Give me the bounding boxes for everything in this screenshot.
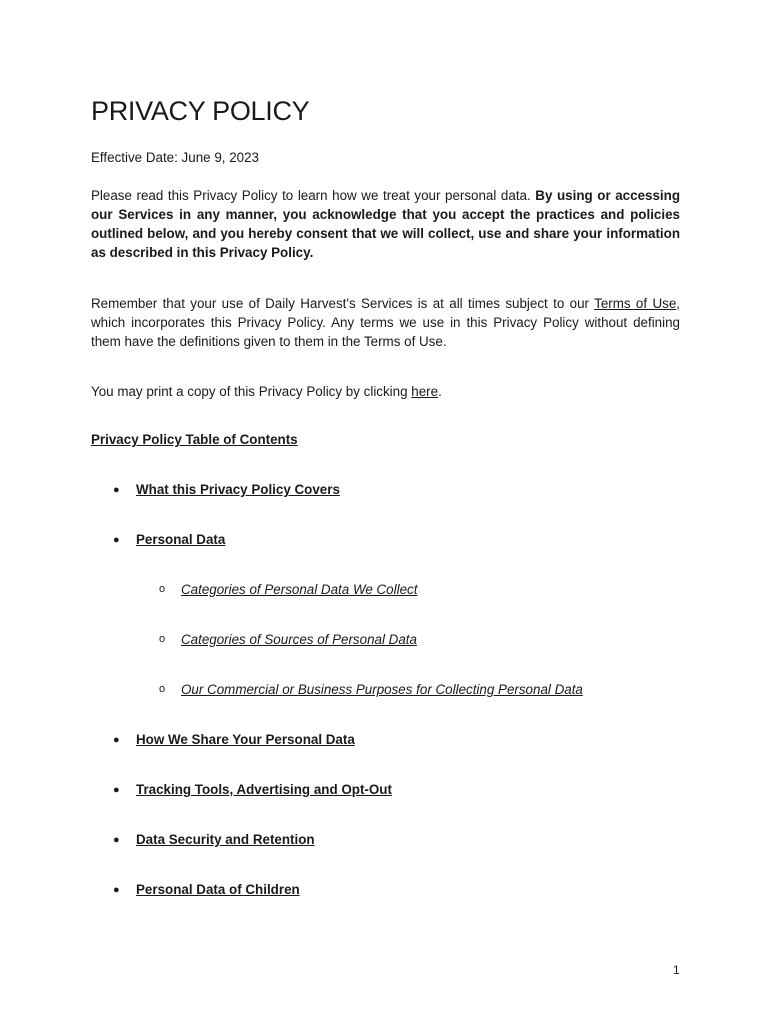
toc-link-data-security[interactable]: Data Security and Retention (136, 832, 315, 847)
toc-heading: Privacy Policy Table of Contents (91, 432, 298, 447)
page-number: 1 (673, 963, 680, 977)
toc-link-how-we-share[interactable]: How We Share Your Personal Data (136, 732, 355, 747)
toc-link-children[interactable]: Personal Data of Children (136, 882, 300, 897)
terms-of-use-link[interactable]: Terms of Use (594, 296, 677, 311)
toc-link-tracking-tools[interactable]: Tracking Tools, Advertising and Opt-Out (136, 782, 392, 797)
intro-text: Please read this Privacy Policy to learn how we treat your personal data. (91, 188, 536, 203)
bullet-icon: ● (113, 884, 120, 896)
print-text-after: . (438, 384, 442, 399)
intro-paragraph (91, 186, 680, 262)
toc-link-categories-sources[interactable]: Categories of Sources of Personal Data (181, 632, 417, 647)
sub-bullet-icon: o (159, 583, 166, 595)
toc-link-what-this-policy-covers[interactable]: What this Privacy Policy Covers (136, 482, 340, 497)
toc-link-business-purposes[interactable]: Our Commercial or Business Purposes for Collecting Personal Data (181, 682, 583, 697)
sub-bullet-icon: o (159, 683, 166, 695)
toc-link-personal-data[interactable]: Personal Data (136, 532, 226, 547)
print-text-before: You may print a copy of this Privacy Policy by clicking (91, 384, 412, 399)
toc-link-categories-collected[interactable]: Categories of Personal Data We Collect (181, 582, 418, 597)
terms-paragraph (91, 294, 680, 351)
print-paragraph (91, 382, 680, 401)
print-here-link[interactable]: here (411, 384, 439, 399)
terms-text-after: , which incorporates this Privacy Policy. Any terms we use in this Privacy Policy without defining them have the definitions given to them in the Terms of Use. (91, 296, 680, 349)
bullet-icon: ● (113, 784, 120, 796)
bullet-icon: ● (113, 534, 120, 546)
effective-date: Effective Date: June 9, 2023 (91, 150, 259, 165)
intro-consent-text: By using or accessing our Services in any manner, you acknowledge that you accept the practices and policies outlined below, and you hereby consent that we will collect, use and share your information as described in this Privacy Policy. (91, 188, 680, 260)
page-title: PRIVACY POLICY (91, 96, 310, 126)
bullet-icon: ● (113, 734, 120, 746)
sub-bullet-icon: o (159, 633, 166, 645)
terms-text-before: Remember that your use of Daily Harvest's Services is at all times subject to our (91, 296, 595, 311)
bullet-icon: ● (113, 834, 120, 846)
bullet-icon: ● (113, 484, 120, 496)
